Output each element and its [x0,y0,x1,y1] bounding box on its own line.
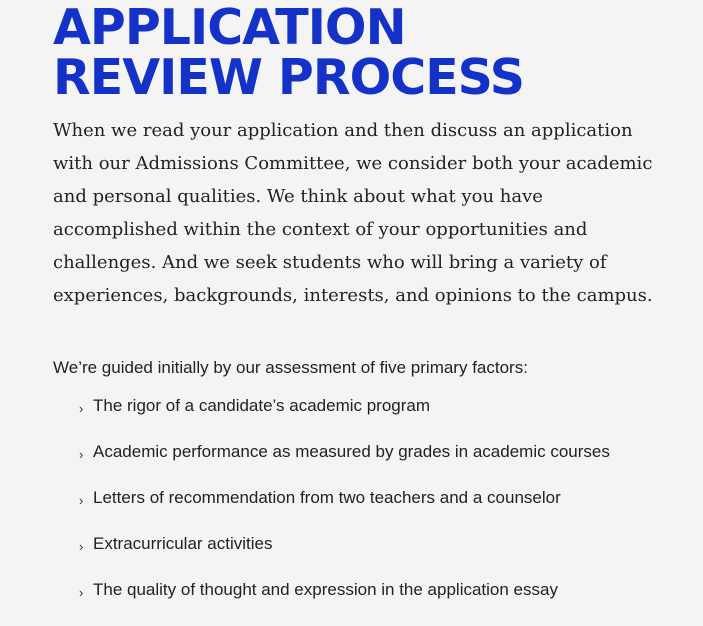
factors-lead-text: We’re guided initially by our assessment of five primary factors: [53,358,528,377]
chevron-right-icon: › [79,492,84,508]
list-item-label: Extracurricular activities [93,534,273,553]
page-title-line-1: APPLICATION [53,0,406,56]
list-item-label: The quality of thought and expression in the application essay [93,580,558,599]
article [53,0,673,626]
page-title [53,0,673,106]
list-item [79,488,673,508]
intro-paragraph: When we read your application and then discuss an application with our Admissions Committee, we consider both your academic and personal qualities. We think about what you have accomplished within the context of your opportunities and challenges. And we seek students who will bring a variety of experiences, backgrounds, interests, and opinions to the campus. [53,120,653,306]
list-item [79,442,673,462]
list-item-label: Academic performance as measured by grades in academic courses [93,442,610,461]
chevron-right-icon: › [79,584,84,600]
list-item [79,396,673,416]
list-item [79,580,673,600]
chevron-right-icon: › [79,446,84,462]
list-item [79,534,673,554]
list-item-label: The rigor of a candidate’s academic program [93,396,431,415]
page-title-line-2: REVIEW PROCESS [53,49,525,106]
list-item-label: Letters of recommendation from two teachers and a counselor [93,488,561,507]
factors-list [53,396,673,600]
chevron-right-icon: › [79,538,84,554]
chevron-right-icon: › [79,400,84,416]
